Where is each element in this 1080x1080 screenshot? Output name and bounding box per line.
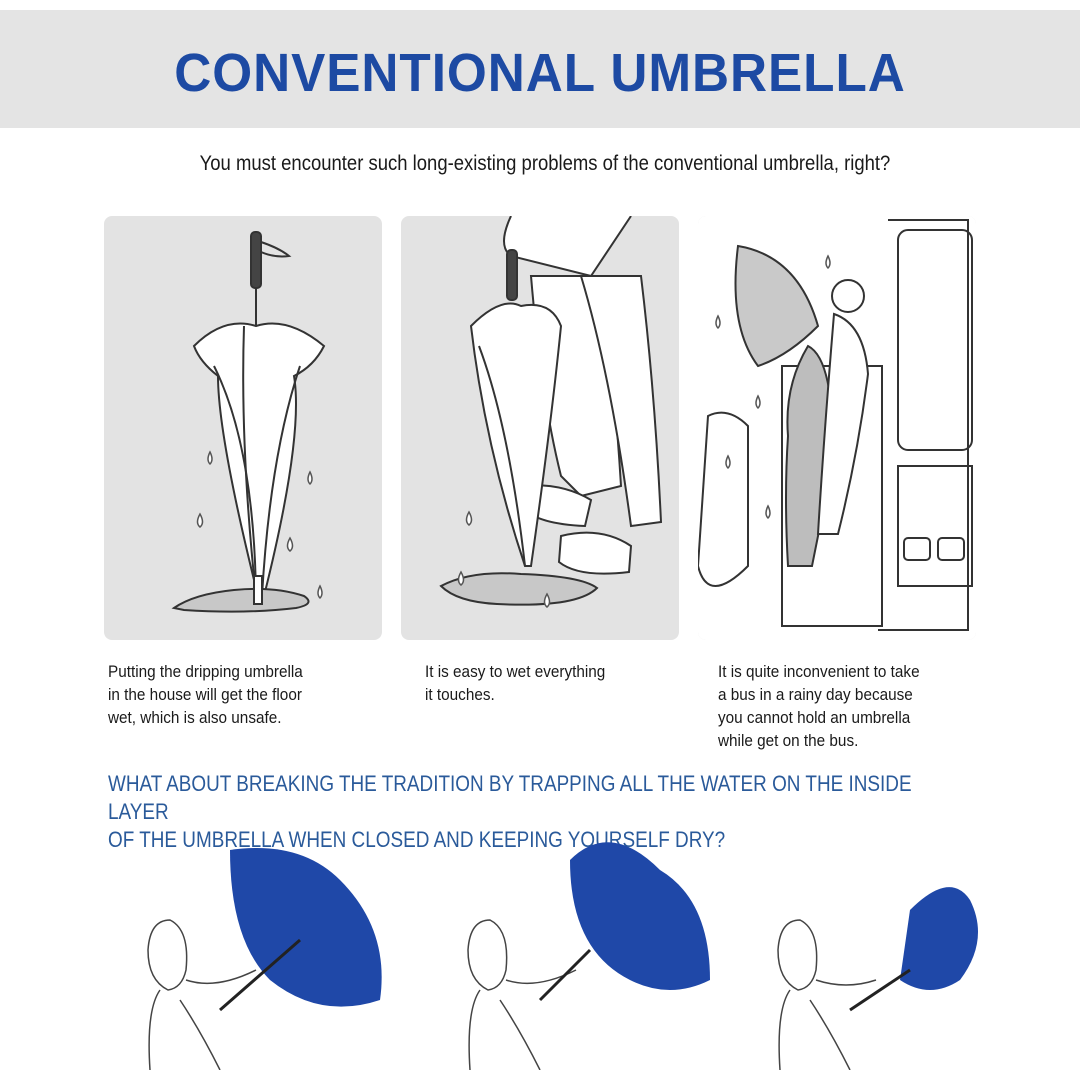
bus-boarding-umbrella-icon bbox=[698, 216, 976, 640]
dripping-umbrella-icon bbox=[104, 216, 382, 640]
tradition-question: WHAT ABOUT BREAKING THE TRADITION BY TRAPPING ALL THE WATER ON THE INSIDE LAYER OF THE UMBRELLA WHEN CLOSED AND KEEPING YOURSELF DRY? bbox=[108, 771, 912, 852]
subtitle: You must encounter such long-existing problems of the conventional umbrella, right? bbox=[199, 152, 891, 175]
caption-bus: It is quite inconvenient to take a bus in a rainy day because you cannot hold an umbrella while get on the bus. bbox=[718, 662, 920, 750]
title-banner bbox=[0, 10, 1080, 128]
page-title: CONVENTIONAL UMBRELLA bbox=[174, 43, 906, 103]
problem-panel-dripping bbox=[104, 216, 382, 640]
wet-pants-umbrella-icon bbox=[401, 216, 679, 640]
woman-closed-reverse-umbrella-icon bbox=[760, 830, 1060, 1070]
problem-panel-wet-touch bbox=[401, 216, 679, 640]
problem-panel-bus bbox=[698, 216, 976, 640]
woman-open-reverse-umbrella-icon bbox=[120, 830, 420, 1070]
caption-dripping: Putting the dripping umbrella in the house will get the floor wet, which is also unsafe. bbox=[108, 662, 303, 727]
caption-wet-touch: It is easy to wet everything it touches. bbox=[425, 662, 606, 704]
woman-folding-reverse-umbrella-icon bbox=[440, 830, 740, 1070]
